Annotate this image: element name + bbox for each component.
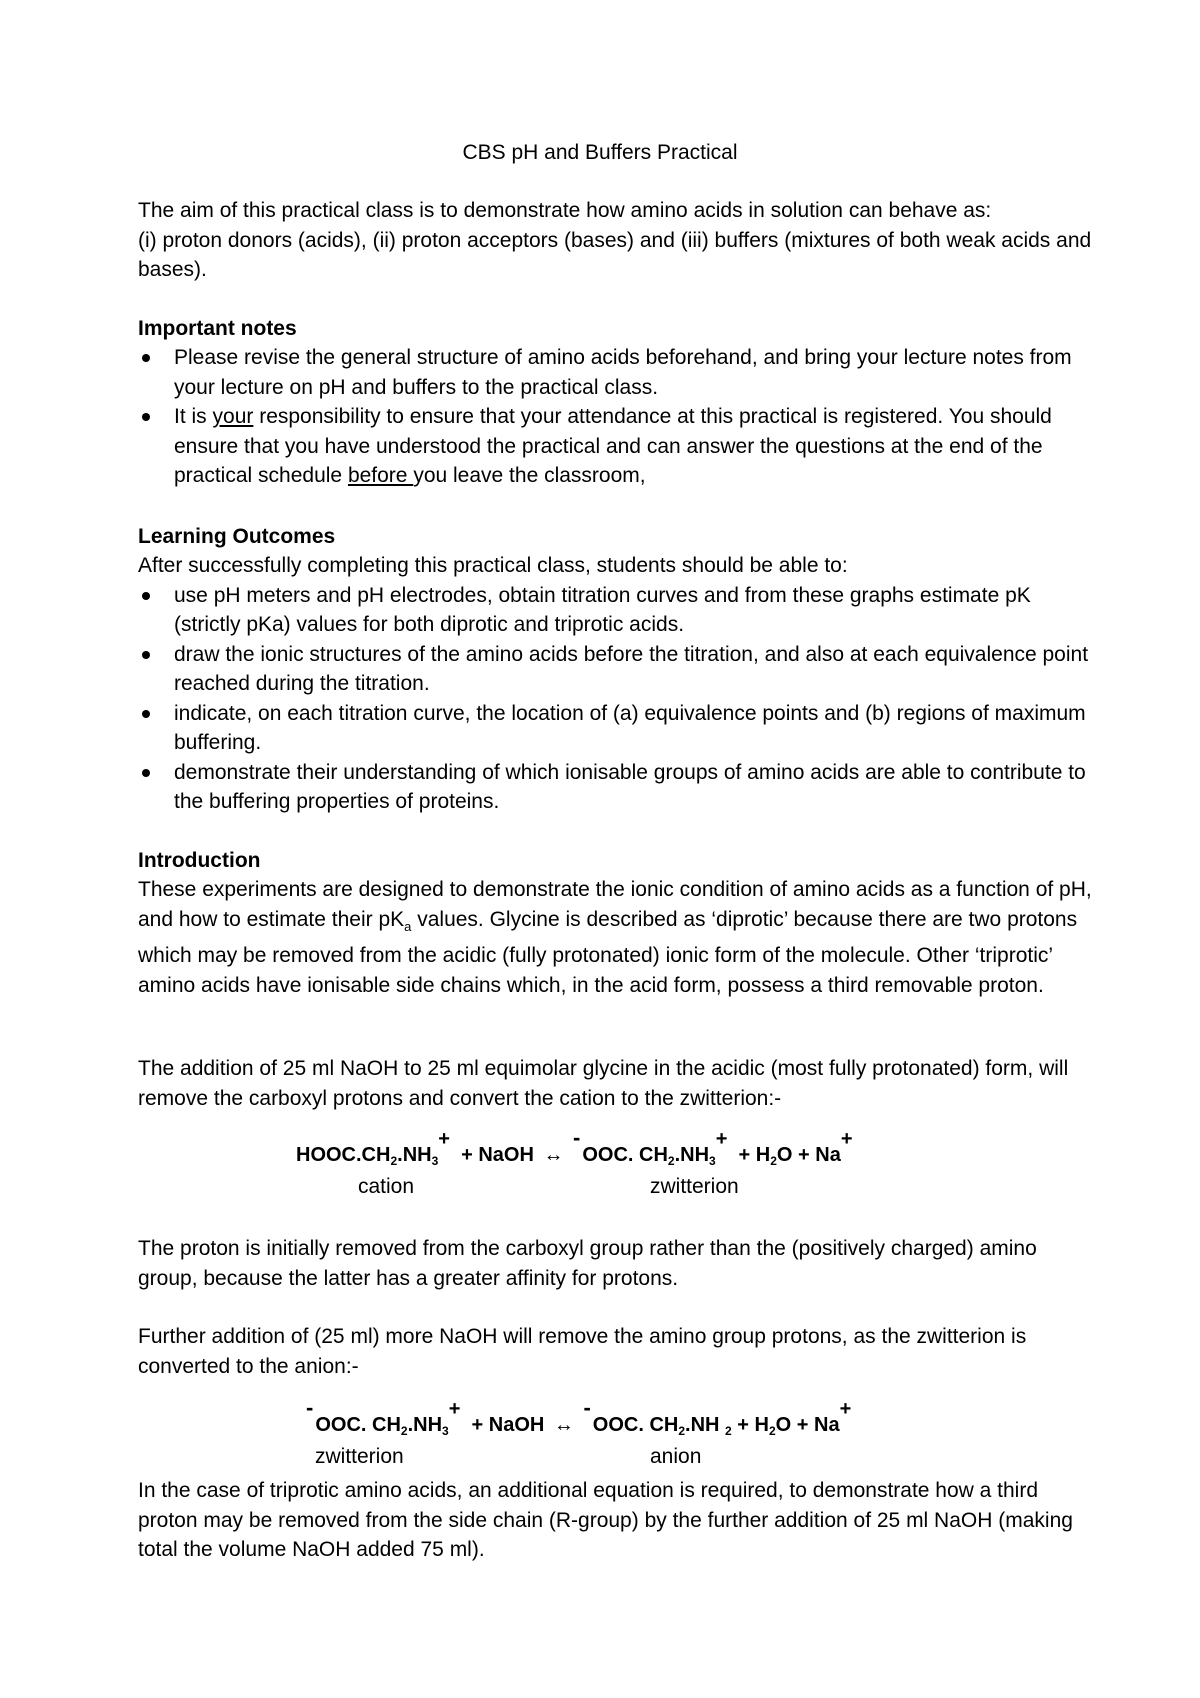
introduction-paragraph-2: The addition of 25 ml NaOH to 25 ml equimolar glycine in the acidic (most fully protonated) form, will remove the carboxyl protons and convert the cation to the zwitterion:-	[138, 1057, 1069, 1110]
caption-anion: anion	[650, 1445, 702, 1468]
document-title: CBS pH and Buffers Practical	[462, 141, 738, 164]
aim-line-2: (i) proton donors (acids), (ii) proton acceptors (bases) and (iii) buffers (mixtures of both weak acids and bases).	[138, 228, 1092, 281]
introduction-section	[138, 846, 1098, 1000]
introduction-paragraph-5: In the case of triprotic amino acids, an additional equation is required, to demonstrate how a third proton may be removed from the side chain (R-group) by the further addition of 25 ml NaOH (making total the volume NaOH added 75 ml).	[138, 1479, 1073, 1561]
learning-outcome-item: demonstrate their understanding of which ionisable groups of amino acids are able to contribute to the buffering properties of proteins.	[138, 758, 1098, 817]
aim-paragraph	[138, 196, 1098, 285]
important-note-item: Please revise the general structure of amino acids beforehand, and bring your lecture notes from your lecture on pH and buffers to the practical class.	[138, 343, 1098, 402]
important-notes-heading: Important notes	[138, 317, 297, 340]
caption-zwitterion-2: zwitterion	[315, 1445, 404, 1468]
double-arrow-icon: ↔	[543, 1144, 564, 1166]
underlined-before: before	[347, 464, 414, 487]
underlined-your: your	[212, 405, 254, 428]
learning-outcome-item: indicate, on each titration curve, the location of (a) equivalence points and (b) regions of maximum buffering.	[138, 699, 1098, 758]
equation-zwitterion-to-anion: -OOC. $CH_2.NH_3+$ + NaOH ↔ -OOC. $CH_2.NH$ $_2 + H_2O + Na+$	[306, 1395, 852, 1438]
learning-outcomes-heading: Learning Outcomes	[138, 525, 336, 548]
important-notes-section	[138, 314, 1098, 491]
important-notes-list	[138, 343, 1098, 491]
caption-cation: cation	[358, 1175, 415, 1198]
introduction-heading: Introduction	[138, 849, 261, 872]
introduction-paragraph-1: These experiments are designed to demonstrate the ionic condition of amino acids as a function of pH, and how to estimate their $pK_a$ values. Glycine is described as ‘diprotic’ because there are two protons which may be removed from the acidic (fully protonated) ionic form of the molecule. Other ‘triprotic’ amino acids have ionisable side chains which, in the acid form, possess a third removable proton.	[138, 878, 1092, 997]
double-arrow-icon: ↔	[553, 1414, 574, 1436]
caption-zwitterion: zwitterion	[650, 1175, 739, 1198]
learning-outcome-item: draw the ionic structures of the amino acids before the titration, and also at each equivalence point reached during the titration.	[138, 640, 1098, 699]
learning-outcome-item: use pH meters and pH electrodes, obtain titration curves and from these graphs estimate pK (strictly pKa) values for both diprotic and triprotic acids.	[138, 581, 1098, 640]
important-note-item: It is your responsibility to ensure that your attendance at this practical is registered. You should ensure that you have understood the practical and can answer the questions at the end of the practical schedule before you leave the classroom,	[138, 402, 1098, 491]
introduction-paragraph-3: The proton is initially removed from the carboxyl group rather than the (positively charged) amino group, because the latter has a greater affinity for protons.	[138, 1237, 1037, 1290]
equation-cation-to-zwitterion: $HOOC.CH_2.NH_3+$ + NaOH ↔ -OOC. $CH_2.NH_3+ + H_2O + Na+$	[296, 1125, 853, 1168]
introduction-paragraph-4: Further addition of (25 ml) more NaOH will remove the amino group protons, as the zwitterion is converted to the anion:-	[138, 1325, 1027, 1378]
learning-outcomes-section	[138, 522, 1098, 817]
learning-outcomes-intro: After successfully completing this practical class, students should be able to:	[138, 554, 848, 577]
aim-line-1: The aim of this practical class is to demonstrate how amino acids in solution can behave as:	[138, 199, 992, 222]
learning-outcomes-list	[138, 581, 1098, 817]
